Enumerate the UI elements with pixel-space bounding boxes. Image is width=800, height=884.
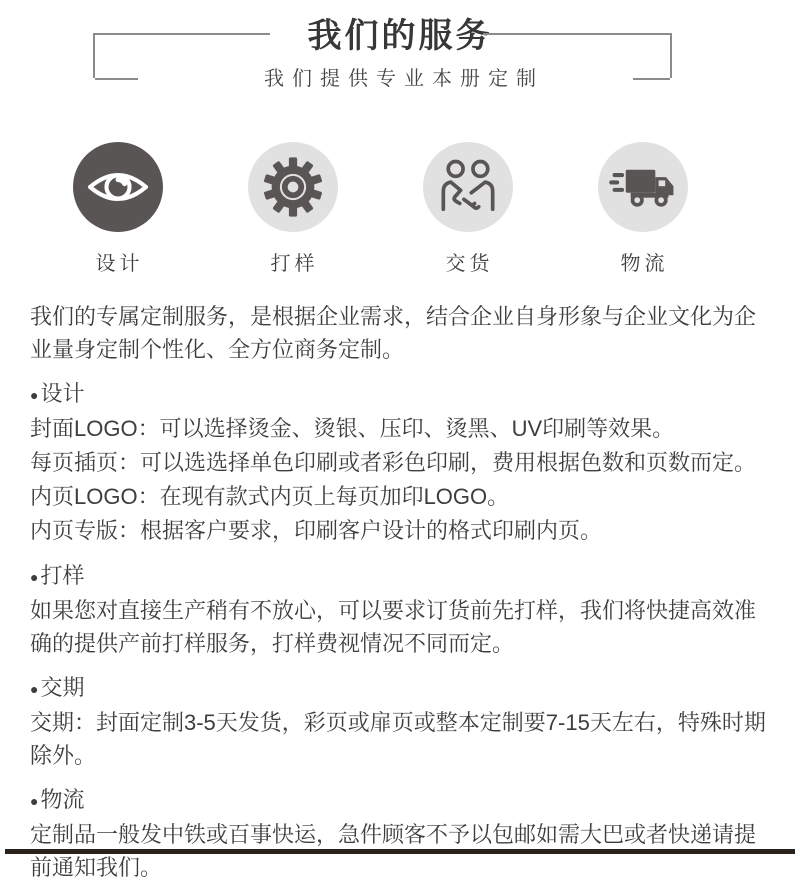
section-header bbox=[30, 673, 772, 703]
section-header bbox=[30, 379, 772, 409]
service-label: 物流 bbox=[620, 253, 669, 275]
section-title: 交期 bbox=[40, 675, 85, 700]
page-subtitle: 我们提供专业本册定制 bbox=[264, 68, 544, 90]
section-paragraph: 交期：封面定制3-5天发货，彩页或扉页或整本定制要7-15天左右，特殊时期除外。 bbox=[30, 710, 766, 768]
service-proofing bbox=[205, 142, 380, 276]
section-line: 内页专版：根据客户要求，印刷客户设计的格式印刷内页。 bbox=[30, 518, 603, 543]
next-section-top-edge bbox=[5, 849, 795, 854]
bullet-icon: ● bbox=[30, 793, 39, 809]
title-bracket-left bbox=[93, 33, 270, 78]
service-label: 打样 bbox=[270, 253, 319, 275]
section-title: 打样 bbox=[40, 563, 85, 588]
section-paragraph: 如果您对直接生产稍有不放心，可以要求订货前先打样，我们将快捷高效准确的提供产前打样服务，打样费视情况不同而定。 bbox=[30, 598, 757, 656]
service-delivery bbox=[380, 142, 555, 276]
truck-icon bbox=[598, 142, 688, 232]
section-design bbox=[30, 379, 772, 548]
title-bracket-right bbox=[483, 33, 672, 78]
section-paragraph: 定制品一般发中铁或百事快运，急件顾客不予以包邮如需大巴或者快递请提前通知我们。 bbox=[30, 822, 757, 880]
intro-paragraph: 我们的专属定制服务，是根据企业需求，结合企业自身形象与企业文化为企业量身定制个性化、全方位商务定制。 bbox=[30, 304, 757, 362]
section-line: 每页插页：可以选选择单色印刷或者彩色印刷，费用根据色数和页数而定。 bbox=[30, 450, 757, 475]
gear-icon bbox=[248, 142, 338, 232]
section-leadtime bbox=[30, 673, 772, 772]
section-title: 物流 bbox=[40, 787, 85, 812]
service-logistics bbox=[555, 142, 730, 276]
section-line: 封面LOGO：可以选择烫金、烫银、压印、烫黑、UV印刷等效果。 bbox=[30, 416, 675, 441]
service-design bbox=[30, 142, 205, 276]
section-line: 内页LOGO：在现有款式内页上每页加印LOGO。 bbox=[30, 484, 510, 509]
handshake-icon bbox=[423, 142, 513, 232]
services-row bbox=[30, 142, 770, 276]
section-header bbox=[30, 785, 772, 815]
service-label: 设计 bbox=[95, 253, 144, 275]
section-title: 设计 bbox=[40, 381, 85, 406]
section-header bbox=[30, 561, 772, 591]
header bbox=[0, 0, 800, 100]
eye-icon bbox=[73, 142, 163, 232]
bullet-icon: ● bbox=[30, 387, 39, 403]
service-description bbox=[0, 300, 800, 884]
section-proofing bbox=[30, 561, 772, 660]
section-logistics bbox=[30, 785, 772, 884]
bullet-icon: ● bbox=[30, 569, 39, 585]
page-title: 我们的服务 bbox=[307, 17, 493, 55]
bullet-icon: ● bbox=[30, 681, 39, 697]
service-label: 交货 bbox=[445, 253, 494, 275]
